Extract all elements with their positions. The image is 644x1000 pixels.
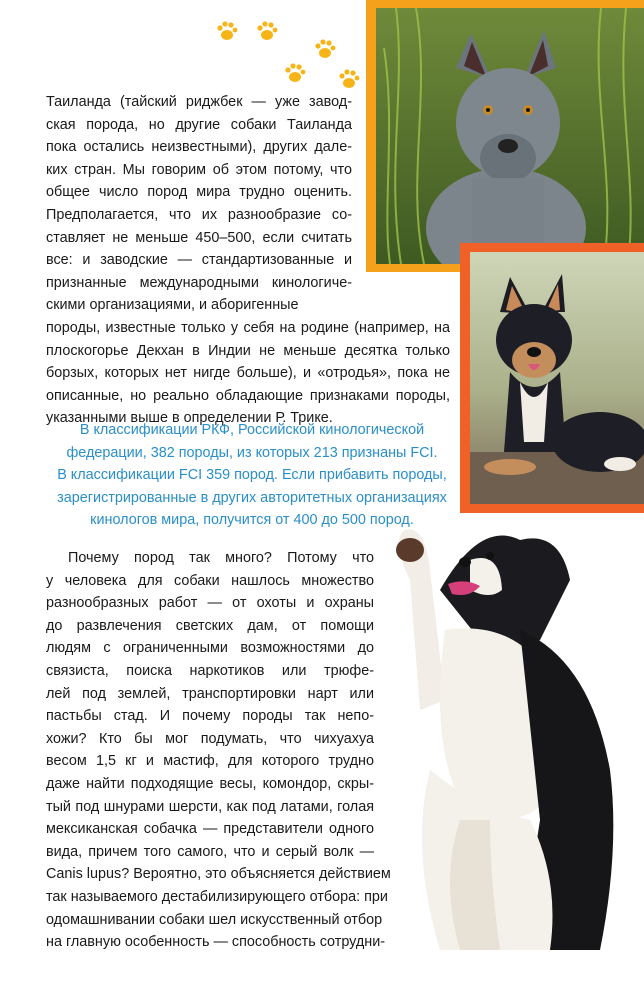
text-line: мексиканская собачка — представители одного [46, 821, 374, 838]
photo-black-tan-dog [470, 252, 644, 504]
paw-print-icon [256, 20, 278, 42]
text-line: людям с ограниченными возможностями до [46, 640, 374, 657]
text-line: одомашнивании собаки шел искусственный отбор [46, 911, 383, 928]
text-line: лей под землей, транспортировки нарт или [46, 685, 374, 702]
text-line: Canis lupus? Вероятно, это объясняется действием [46, 866, 391, 883]
text-line: Предполагается, что их разнообразие со- [46, 206, 352, 223]
callout-line: В классификации FCI 359 пород. Если прибавить породы, [57, 467, 447, 484]
text-line: ская порода, но другие собаки Таиланда [46, 116, 352, 133]
text-line: связиста, поиска наркотиков или трюфе- [46, 662, 374, 679]
text-line: на главную особенность — способность сотрудни- [46, 934, 386, 951]
photo-grey-dog [376, 8, 644, 264]
text-line: тый под шнурами шерсти, как под латами, голая [46, 798, 374, 815]
text-line: даже найти подходящие весы, комондор, скры- [46, 775, 374, 792]
text-line: все: и заводские — стандартизованные и [46, 252, 352, 269]
callout-line: зарегистрированные в других авторитетных организациях [57, 489, 447, 506]
text-line: весом 1,5 кг и мастиф, для которого трудно [46, 753, 374, 770]
text-line: признанные международными кинологиче- [46, 274, 352, 291]
callout-classification [50, 419, 454, 532]
text-line: скими организациями, и аборигенные [46, 297, 299, 314]
text-line: ких стран. Мы говорим об этом потому, что [46, 161, 352, 178]
paw-print-icon [314, 38, 336, 60]
text-line: разнообразных работ — от охоты и охраны [46, 595, 374, 612]
paw-print-icon [216, 20, 238, 42]
text-line: борзых, которых нет нигде больше), и «отродья», пока не [46, 365, 450, 382]
callout-line: В классификации РКФ, Российской кинологической [79, 422, 425, 438]
text-line: пастьбы стад. И почему породы так непо- [46, 708, 374, 725]
text-line: плоскогорье Декхан в Индии не меньше десятка только [46, 342, 450, 359]
paw-print-icon [338, 68, 360, 90]
paw-prints [212, 12, 372, 92]
text-line: так называемого дестабилизирующего отбора: при [46, 888, 388, 905]
callout-line: федерации, 382 породы, из которых 213 признаны FCI. [66, 444, 438, 461]
text-line: ставляет не меньше 450–500, если считать [46, 229, 352, 246]
text-line: описанные, но реально обладающие признаками породы, [46, 387, 450, 404]
text-line: общее число пород мира трудно оценить. [46, 184, 352, 201]
paragraph-2 [46, 547, 391, 954]
paw-print-icon [284, 62, 306, 84]
photo-border-collie [370, 520, 644, 962]
paragraph-1-narrow [46, 91, 352, 317]
text-line: до развлечения светских дам, от помощи [46, 617, 374, 634]
text-line: пока остались неизвестными), другиx далe- [46, 139, 352, 156]
text-line: вида, причем того самого, что и серый волк — [46, 843, 374, 860]
text-line: Почему пород так много? Потому что [68, 550, 374, 566]
text-line: породы, известные только у себя на родине (например, на [46, 320, 450, 336]
callout-line: кинологов мира, получится от 400 до 500 пород. [90, 512, 414, 529]
text-line: хожи? Кто бы мог подумать, что чихуахуа [46, 730, 374, 747]
text-line: указанными выше в определении Р. Трике. [46, 410, 333, 427]
text-line: у человека для собаки нашлось множество [46, 572, 374, 589]
text-line: Таиланда (тайский риджбек — уже завод- [46, 94, 352, 110]
paragraph-1-wide [46, 317, 450, 430]
